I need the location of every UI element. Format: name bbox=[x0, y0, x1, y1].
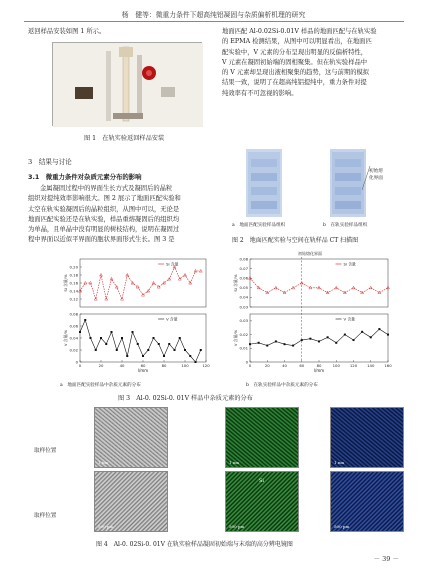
right-para-line: 纯效率有不可忽视的影响。 bbox=[222, 89, 298, 97]
y-axis-label: V 含量/% bbox=[233, 329, 238, 347]
legend-label: V 含量 bbox=[166, 316, 178, 322]
sample-install-photo bbox=[53, 43, 203, 127]
section-3-heading: 3 结果与讨论 bbox=[28, 158, 72, 166]
y-tick-label: 0.02 bbox=[239, 331, 248, 337]
element-label-si: Si bbox=[259, 478, 265, 484]
data-point bbox=[157, 285, 160, 288]
right-paragraph bbox=[222, 27, 402, 99]
x-tick-label: 60 bbox=[299, 363, 305, 368]
data-point bbox=[195, 361, 197, 363]
legend-label: Si 含量 bbox=[343, 261, 356, 267]
fig2-side-label-2: 化界面 bbox=[369, 176, 383, 181]
fig2-sub-a: a 地面匹配实验样品组织 bbox=[232, 223, 286, 228]
x-tick-label: 160 bbox=[384, 363, 392, 368]
y-tick-label: 0.01 bbox=[239, 345, 248, 351]
series-line bbox=[80, 267, 201, 299]
right-para-line: 地面匹配 Al-0.02Si-0.01V 样品的地面匹配与在轨实验 bbox=[222, 28, 377, 35]
data-point bbox=[126, 355, 128, 357]
fig3b-panel bbox=[220, 250, 396, 380]
left-para-line: 为单晶，且单晶中没有明显的树枝结构，说明在凝固过 bbox=[28, 226, 180, 234]
y-tick-label: 0 bbox=[75, 359, 78, 365]
data-point bbox=[137, 343, 139, 345]
left-para-line: 金属凝固过程中的界面生长方式及凝固后的晶粒 bbox=[40, 185, 173, 192]
data-point bbox=[179, 337, 181, 339]
fig4-grid bbox=[94, 407, 406, 534]
y-axis-label: V 含量/% bbox=[63, 329, 68, 347]
data-point bbox=[327, 336, 329, 338]
right-para-line: 结果一致，说明了在超高纯铝提纯中，重力条件对提 bbox=[222, 79, 367, 87]
data-point bbox=[275, 340, 277, 342]
y-tick-label: 0 bbox=[245, 359, 248, 365]
data-point bbox=[353, 339, 355, 341]
data-point bbox=[158, 343, 160, 345]
hrtem-start-al-map bbox=[225, 407, 299, 468]
interface-label: 初始熔化界面 bbox=[298, 251, 322, 256]
x-tick-label: 60 bbox=[140, 363, 146, 368]
data-point bbox=[266, 345, 268, 347]
x-tick-label: 120 bbox=[202, 363, 210, 368]
data-point bbox=[318, 340, 320, 342]
data-point bbox=[105, 343, 107, 345]
x-tick-label: 20 bbox=[264, 363, 270, 368]
data-point bbox=[84, 319, 86, 321]
right-para-line: 配实验中，V 元素的分布呈现出明显的反偏析特性， bbox=[222, 48, 368, 56]
ct-scan-ground-image bbox=[246, 149, 282, 217]
left-paragraph bbox=[28, 184, 210, 246]
y-tick-label: 0.08 bbox=[69, 311, 78, 317]
data-point bbox=[344, 334, 346, 336]
data-point bbox=[142, 355, 144, 357]
y-tick-label: 0.14 bbox=[69, 288, 78, 294]
x-tick-label: 0 bbox=[78, 363, 82, 368]
data-point bbox=[95, 349, 97, 351]
y-tick-label: 0.18 bbox=[69, 272, 78, 278]
left-para-line: 地面匹配实验还是在轨实验，样品重熔凝固后的组织均 bbox=[28, 215, 180, 223]
plot-frame bbox=[250, 314, 388, 362]
intro-line: 返回样品安装如图 1 所示。 bbox=[28, 28, 106, 35]
page-number: － 39 － bbox=[373, 555, 399, 563]
y-tick-label: 0.03 bbox=[239, 304, 248, 310]
scale-bar-label: 500 pm bbox=[98, 524, 114, 529]
fig3b-chart bbox=[220, 250, 396, 380]
series-line bbox=[250, 278, 388, 292]
data-point bbox=[184, 349, 186, 351]
data-point bbox=[147, 349, 149, 351]
figure-4-caption: 图 4 Al-0. 02Si-0. 01V 在轨实验样品凝固初始端与末端的高分辨电镜图 bbox=[96, 541, 293, 548]
data-point bbox=[387, 334, 389, 336]
data-point bbox=[249, 343, 251, 345]
fig3-sub-b: b 在轨实验样品中杂质元素的分布 bbox=[246, 383, 318, 388]
y-tick-label: 0.04 bbox=[69, 335, 78, 341]
x-tick-label: 40 bbox=[119, 363, 125, 368]
hrtem-start-v-map bbox=[330, 407, 404, 468]
data-point bbox=[132, 331, 134, 333]
scale-bar-label: 500 pm bbox=[334, 524, 350, 529]
x-tick-label: 40 bbox=[282, 363, 287, 368]
right-para-line: 的 EPMA 检测结果，从图中可以明显看出，在地面匹 bbox=[222, 38, 372, 46]
data-point bbox=[369, 286, 372, 289]
data-point bbox=[153, 337, 155, 339]
figure-1-caption: 图 1 在轨实验返回样品安装 bbox=[84, 135, 165, 142]
scale-bar-label: 1 nm bbox=[229, 460, 240, 465]
data-point bbox=[284, 343, 286, 345]
series-line bbox=[80, 320, 201, 362]
x-axis-label: l/mm bbox=[137, 368, 149, 373]
data-point bbox=[136, 285, 139, 288]
fig3a-chart bbox=[54, 256, 214, 380]
data-point bbox=[121, 337, 123, 339]
data-point bbox=[189, 355, 191, 357]
x-tick-label: 80 bbox=[161, 363, 167, 368]
scale-bar-label: 1 nm bbox=[334, 460, 345, 465]
plot-frame bbox=[250, 259, 388, 307]
y-tick-label: 0.12 bbox=[69, 296, 78, 302]
data-point bbox=[335, 342, 337, 344]
y-axis-label: Si 含量/% bbox=[233, 274, 238, 292]
plot-frame bbox=[80, 314, 206, 362]
section-3-1-heading: 3.1 微重力条件对杂质元素分布的影响 bbox=[28, 173, 142, 181]
figure-1-photo bbox=[52, 42, 202, 126]
data-point bbox=[111, 331, 113, 333]
series-line bbox=[250, 329, 388, 345]
figure-3-caption: 图 3 Al-0. 02Si-0. 01V 样品中杂质元素的分布 bbox=[118, 395, 253, 402]
x-tick-label: 100 bbox=[181, 363, 189, 368]
data-point bbox=[292, 345, 294, 347]
hrtem-end-v-map bbox=[330, 471, 404, 532]
y-tick-label: 0.02 bbox=[69, 347, 78, 353]
data-point bbox=[174, 349, 176, 351]
data-point bbox=[79, 331, 81, 333]
x-tick-label: 80 bbox=[316, 363, 322, 368]
legend-label: Si 含量 bbox=[166, 261, 179, 267]
y-tick-label: 0.06 bbox=[239, 275, 248, 281]
x-tick-label: 20 bbox=[98, 363, 104, 368]
data-point bbox=[378, 328, 380, 330]
data-point bbox=[309, 338, 311, 340]
x-tick-label: 100 bbox=[332, 363, 340, 368]
x-tick-label: 140 bbox=[367, 363, 375, 368]
fig2-side-label-1: 初始熔 bbox=[369, 169, 383, 174]
header-rule bbox=[24, 21, 404, 22]
left-para-line: 太空在轨实验凝固后的晶粒组织，从图中可以，无论是 bbox=[28, 205, 180, 213]
fig2-sub-b: b 在轨实验样品组织 bbox=[323, 223, 368, 228]
fig3a-panel bbox=[54, 256, 214, 380]
y-tick-label: 0.04 bbox=[239, 294, 248, 300]
data-point bbox=[90, 337, 92, 339]
y-tick-label: 0.16 bbox=[69, 280, 78, 286]
plot-frame bbox=[80, 259, 206, 307]
y-tick-label: 0.08 bbox=[239, 256, 248, 262]
figure-2-caption: 图 2 地面匹配实验与空间在轨样品 CT 扫描图 bbox=[232, 237, 359, 244]
right-para-line: 的 V 元素却呈现出液相聚集的趋势，这与前期的模拟 bbox=[222, 69, 370, 77]
data-point bbox=[200, 349, 202, 351]
x-tick-label: 0 bbox=[248, 363, 252, 368]
data-point bbox=[116, 349, 118, 351]
data-point bbox=[361, 331, 363, 333]
scale-bar-label: 1 nm bbox=[98, 460, 109, 465]
scale-bar-label: 500 pm bbox=[229, 524, 245, 529]
y-tick-label: 0.07 bbox=[239, 265, 248, 271]
data-point bbox=[163, 355, 165, 357]
data-point bbox=[100, 337, 102, 339]
legend-label: V 含量 bbox=[343, 316, 355, 322]
y-tick-label: 0.06 bbox=[69, 323, 78, 329]
data-point bbox=[370, 336, 372, 338]
left-para-line: 组织对提纯效率影响很大。图 2 展示了地面匹配实验和 bbox=[28, 195, 181, 203]
y-tick-label: 0.03 bbox=[239, 318, 248, 324]
hrtem-start-grey bbox=[94, 407, 168, 468]
y-tick-label: 0.20 bbox=[69, 264, 78, 270]
data-point bbox=[168, 343, 170, 345]
y-tick-label: 0.05 bbox=[239, 285, 248, 291]
hrtem-end-grey bbox=[94, 471, 168, 532]
hrtem-end-si-map bbox=[225, 471, 299, 532]
running-header: 杨 健等：微重力条件下超高纯铝凝固与杂质偏析机理的研究 bbox=[121, 11, 306, 19]
fig4-row1-label: 取样位置 bbox=[34, 448, 57, 454]
left-para-line: 程中界面以近似平界面的胞状界面形式生长。图 3 是 bbox=[28, 236, 175, 244]
right-para-line: V 元素在凝固初始端的固相聚集。但在轨实验样品中 bbox=[222, 58, 368, 66]
x-tick-label: 120 bbox=[349, 363, 358, 368]
ct-scan-ground bbox=[246, 149, 282, 217]
data-point bbox=[258, 342, 260, 344]
y-axis-label: Si 含量/% bbox=[63, 274, 68, 292]
fig3-sub-a: a 地面匹配实验样品中杂质元素的分布 bbox=[60, 383, 141, 388]
x-axis-label: l/mm bbox=[313, 368, 325, 373]
fig4-row2-label: 取样位置 bbox=[34, 513, 57, 519]
